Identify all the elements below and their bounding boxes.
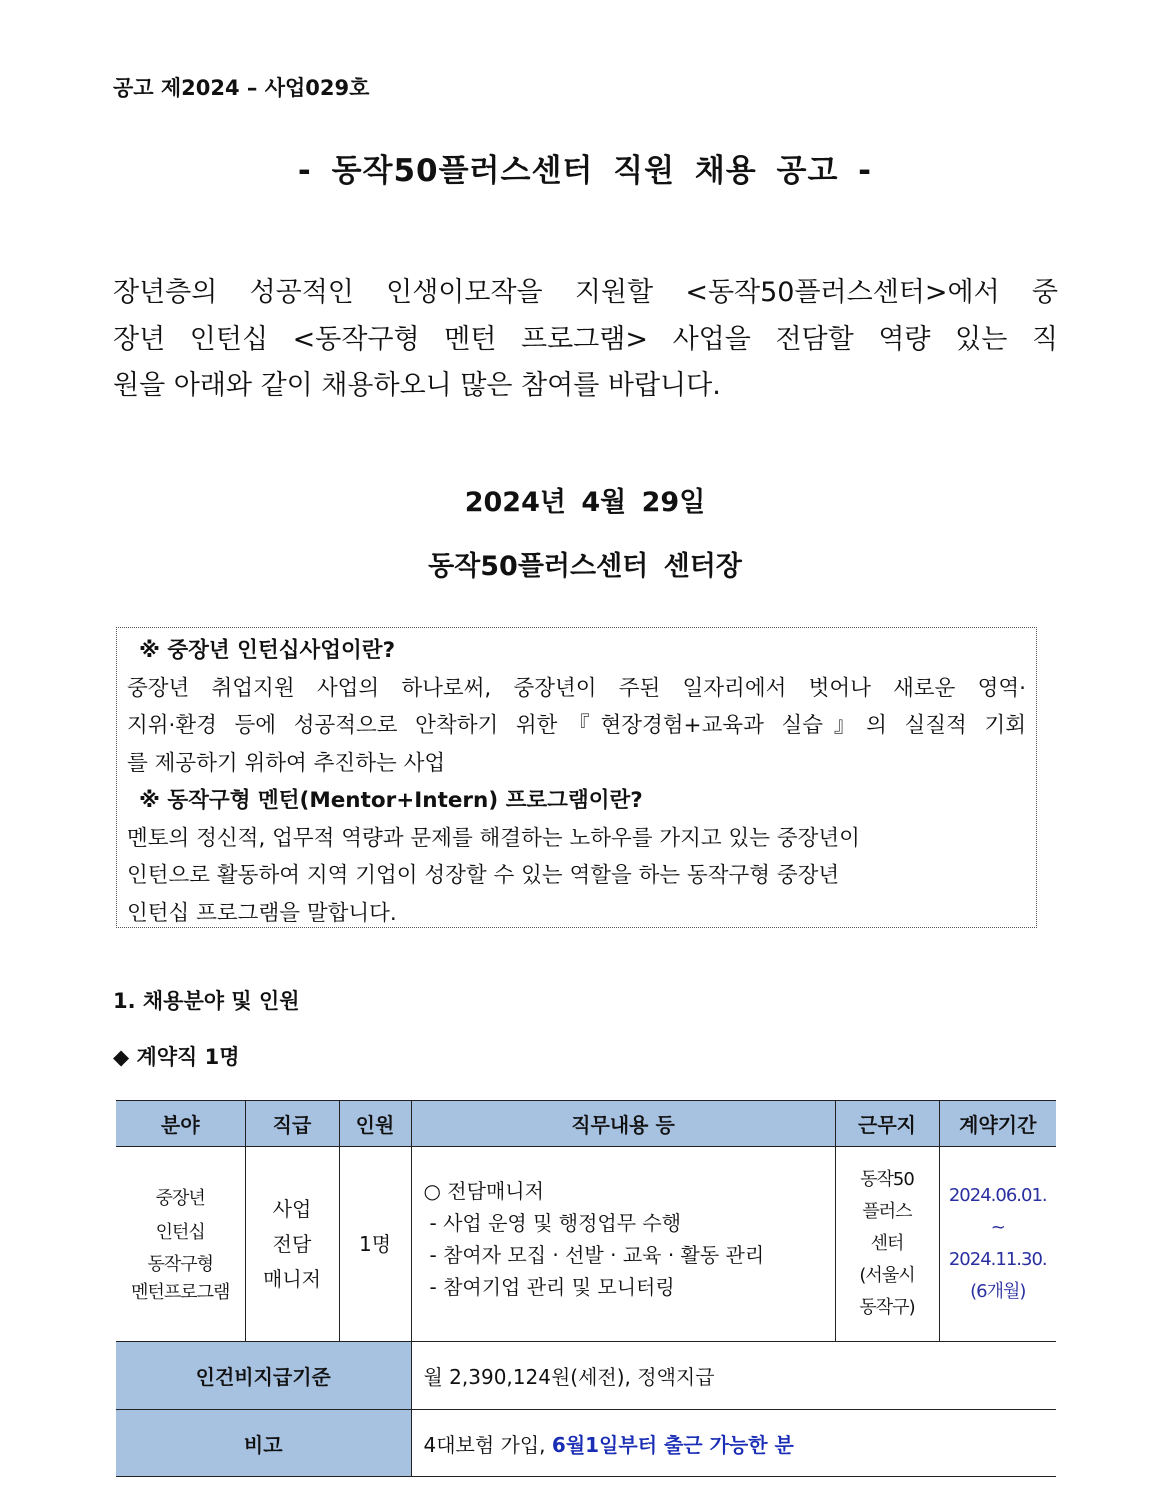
rank-line: 매니저 bbox=[263, 1266, 321, 1291]
period-line: 2024.11.30. bbox=[948, 1249, 1047, 1270]
intro-line: 원을 아래와 같이 채용하오니 많은 참여를 바랍니다. bbox=[113, 370, 721, 401]
place-line: (서울시 bbox=[859, 1265, 915, 1286]
duty-line: - 사업 운영 및 행정업무 수행 bbox=[429, 1211, 682, 1235]
period-line: (6개월) bbox=[970, 1281, 1026, 1302]
note-text: 4대보험 가입, bbox=[423, 1432, 552, 1457]
info-box bbox=[116, 627, 1037, 928]
table-row bbox=[116, 1342, 1056, 1410]
note-highlight: 6월1일부터 출근 가능한 분 bbox=[551, 1432, 794, 1457]
period-line: ~ bbox=[990, 1217, 1005, 1238]
intro-paragraph bbox=[113, 270, 1058, 410]
place-line: 플러스 bbox=[862, 1201, 912, 1222]
box-line: 인턴으로 활동하여 지역 기업이 성장할 수 있는 역할을 하는 동작구형 중장년 bbox=[127, 863, 840, 888]
count-cell: 1명 bbox=[339, 1147, 411, 1342]
pay-value: 월 2,390,124원(세전), 정액지급 bbox=[411, 1342, 1056, 1410]
place-line: 동작구) bbox=[859, 1297, 915, 1318]
box-heading: ※ 중장년 인턴십사업이란? bbox=[139, 638, 396, 663]
field-line: 멘턴프로그램 bbox=[131, 1282, 230, 1303]
signer: 동작50플러스센터 센터장 bbox=[428, 551, 742, 582]
header-cell: 근무지 bbox=[835, 1101, 939, 1147]
box-line: 인턴십 프로그램을 말합니다. bbox=[127, 900, 397, 926]
note-value bbox=[411, 1410, 1056, 1477]
header-cell: 인원 bbox=[339, 1101, 411, 1147]
page-title: - 동작50플러스센터 직원 채용 공고 - bbox=[297, 153, 873, 189]
duty-line: - 참여기업 관리 및 모니터링 bbox=[429, 1275, 675, 1299]
subsection-heading: ◆ 계약직 1명 bbox=[113, 1045, 240, 1069]
field-line: 중장년 bbox=[155, 1188, 205, 1209]
duty-line: ○ 전담매니저 bbox=[423, 1179, 544, 1203]
period-line: 2024.06.01. bbox=[948, 1185, 1047, 1206]
rank-line: 전담 bbox=[272, 1231, 312, 1256]
box-heading: ※ 동작구형 멘턴(Mentor+Intern) 프로그램이란? bbox=[139, 788, 643, 813]
intro-line: 장년층의 성공적인 인생이모작을 지원할 <동작50플러스센터>에서 중 bbox=[113, 277, 1058, 308]
field-cell bbox=[116, 1147, 245, 1342]
table-row bbox=[116, 1410, 1056, 1477]
box-line: 지위·환경 등에 성공적으로 안착하기 위한『현장경험+교육과 실습』의 실질적 기회 bbox=[127, 713, 1026, 738]
note-label: 비고 bbox=[116, 1410, 411, 1477]
table-header-row bbox=[116, 1101, 1056, 1147]
box-line: 중장년 취업지원 사업의 하나로써, 중장년이 주된 일자리에서 벗어나 새로운 영역· bbox=[127, 675, 1026, 701]
notice-date: 2024년 4월 29일 bbox=[464, 487, 706, 518]
header-cell: 분야 bbox=[116, 1101, 245, 1147]
box-line: 멘토의 정신적, 업무적 역량과 문제를 해결하는 노하우를 가지고 있는 중장년이 bbox=[127, 825, 860, 851]
period-cell bbox=[939, 1147, 1056, 1342]
duty-line: - 참여자 모집 · 선발 · 교육 · 활동 관리 bbox=[429, 1243, 765, 1267]
intro-line: 장년 인턴십 <동작구형 멘턴 프로그램> 사업을 전담할 역량 있는 직 bbox=[113, 323, 1058, 355]
section-heading: 1. 채용분야 및 인원 bbox=[113, 989, 300, 1013]
header-cell: 직급 bbox=[245, 1101, 339, 1147]
place-line: 동작50 bbox=[860, 1169, 914, 1190]
header-cell: 직무내용 등 bbox=[411, 1101, 835, 1147]
pay-label: 인건비지급기준 bbox=[116, 1342, 411, 1410]
table-row bbox=[116, 1147, 1056, 1342]
header-cell: 계약기간 bbox=[939, 1101, 1056, 1147]
rank-line: 사업 bbox=[272, 1196, 312, 1221]
rank-cell bbox=[245, 1147, 339, 1342]
notice-number: 공고 제2024 – 사업029호 bbox=[113, 76, 370, 100]
duty-cell bbox=[411, 1147, 835, 1342]
recruitment-table bbox=[116, 1100, 1056, 1477]
box-line: 를 제공하기 위하여 추진하는 사업 bbox=[127, 750, 446, 776]
field-line: 인턴십 bbox=[155, 1222, 205, 1243]
place-cell bbox=[835, 1147, 939, 1342]
place-line: 센터 bbox=[870, 1233, 904, 1254]
field-line: 동작구형 bbox=[147, 1254, 214, 1275]
